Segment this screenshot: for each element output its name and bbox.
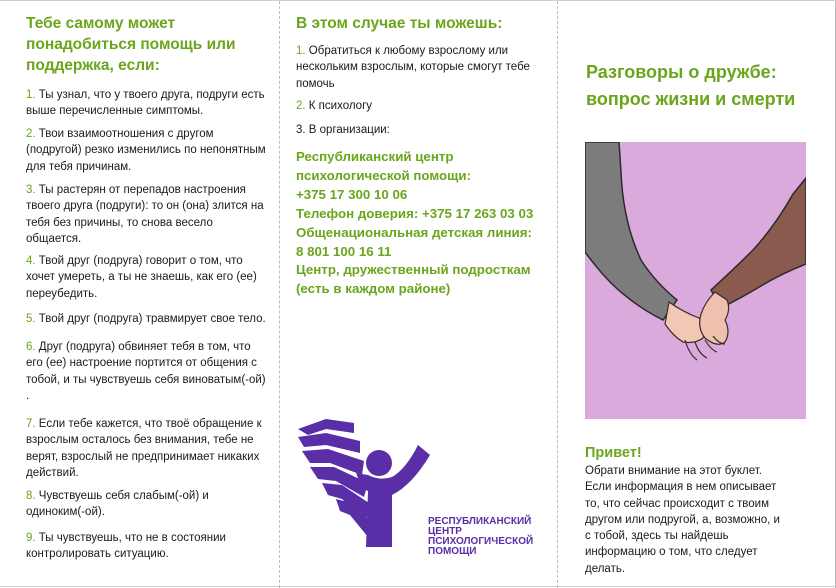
symptom-item-1: 1. Ты узнал, что у твоего друга, подруги есть выше перечисленные симптомы. <box>26 89 265 118</box>
contact-trust-line: Телефон доверия: +375 17 263 03 03 <box>296 205 534 221</box>
symptom-item-6: 6. Друг (подруга) обвиняет тебя в том, что его (ее) настроение портится от общения с тобой, и ты чувствуешь себя виноватым(-ой) . <box>26 341 266 402</box>
left-heading: Тебе самому может понадобиться помощь или поддержка, если: <box>26 15 236 74</box>
logo-emblem <box>296 415 552 560</box>
svg-text:ЦЕНТР: ЦЕНТР <box>428 526 462 537</box>
contact-line-1: Республиканский центр <box>296 149 454 164</box>
contact-phone-center: +375 17 300 10 06 <box>296 186 408 202</box>
symptom-item-4: 4. Твой друг (подруга) говорит о том, что хочет умереть, а ты не знаешь, как его (ее) переубедить. <box>26 255 257 300</box>
svg-text:ПОМОЩИ: ПОМОЩИ <box>428 546 477 557</box>
svg-text:РЕСПУБЛИКАНСКИЙ: РЕСПУБЛИКАНСКИЙ <box>428 516 532 527</box>
center-logo <box>296 415 552 560</box>
option-item-2: 2. К психологу <box>296 100 373 112</box>
fold-line-right <box>557 1 558 588</box>
contact-teen-center-note: (есть в каждом районе) <box>296 281 451 297</box>
contact-teen-center: Центр, дружественный подросткам <box>296 262 531 278</box>
option-item-3: 3. В организации: <box>296 124 390 136</box>
booklet-title: Разговоры о дружбе: вопрос жизни и смерти <box>586 62 796 109</box>
symptom-item-3: 3. Ты растерян от перепадов настроения твоего друга (подруги): то он (она) злится на тебя без причины, то снова весело общается. <box>26 184 264 245</box>
contacts-block <box>296 148 551 299</box>
symptom-item-7: 7. Если тебе кажется, что твоё обращение к взрослым осталось без внимания, тебе не верят, взрослый не предпринимает никаких действий. <box>26 418 262 479</box>
intro-text: Обрати внимание на этот буклет. Если информация в нем описывает то, что сейчас происходит с твоим другом или подругой, а, возможно, и с тобой, здесь ты найдешь информацию о том, что следует делать. <box>585 465 780 575</box>
option-item-1: 1. Обратиться к любому взрослому или нескольким взрослым, которые смогут тебе помочь <box>296 45 530 90</box>
fold-line-left <box>279 1 280 588</box>
symptom-item-8: 8. Чувствуешь себя слабым(-ой) и одиноким(-ой). <box>26 490 209 519</box>
contact-child-line-label: Общенациональная детская линия: <box>296 224 532 240</box>
middle-heading: В этом случае ты можешь: <box>296 15 503 32</box>
greeting-heading: Привет! <box>585 445 642 461</box>
hands-icon <box>585 142 806 419</box>
symptom-item-5: 5. Твой друг (подруга) травмирует свое тело. <box>26 313 266 325</box>
holding-hands-illustration <box>585 142 806 419</box>
symptom-item-9: 9. Ты чувствуешь, что не в состоянии контролировать ситуацию. <box>26 532 226 561</box>
contact-child-line-phone: 8 801 100 16 11 <box>296 243 392 259</box>
symptom-item-2: 2. Твои взаимоотношения с другом (подругой) резко изменились по непонятным для тебя причинам. <box>26 128 266 173</box>
contact-line-2: психологической помощи: <box>296 167 471 183</box>
svg-text:ПСИХОЛОГИЧЕСКОЙ: ПСИХОЛОГИЧЕСКОЙ <box>428 536 534 547</box>
